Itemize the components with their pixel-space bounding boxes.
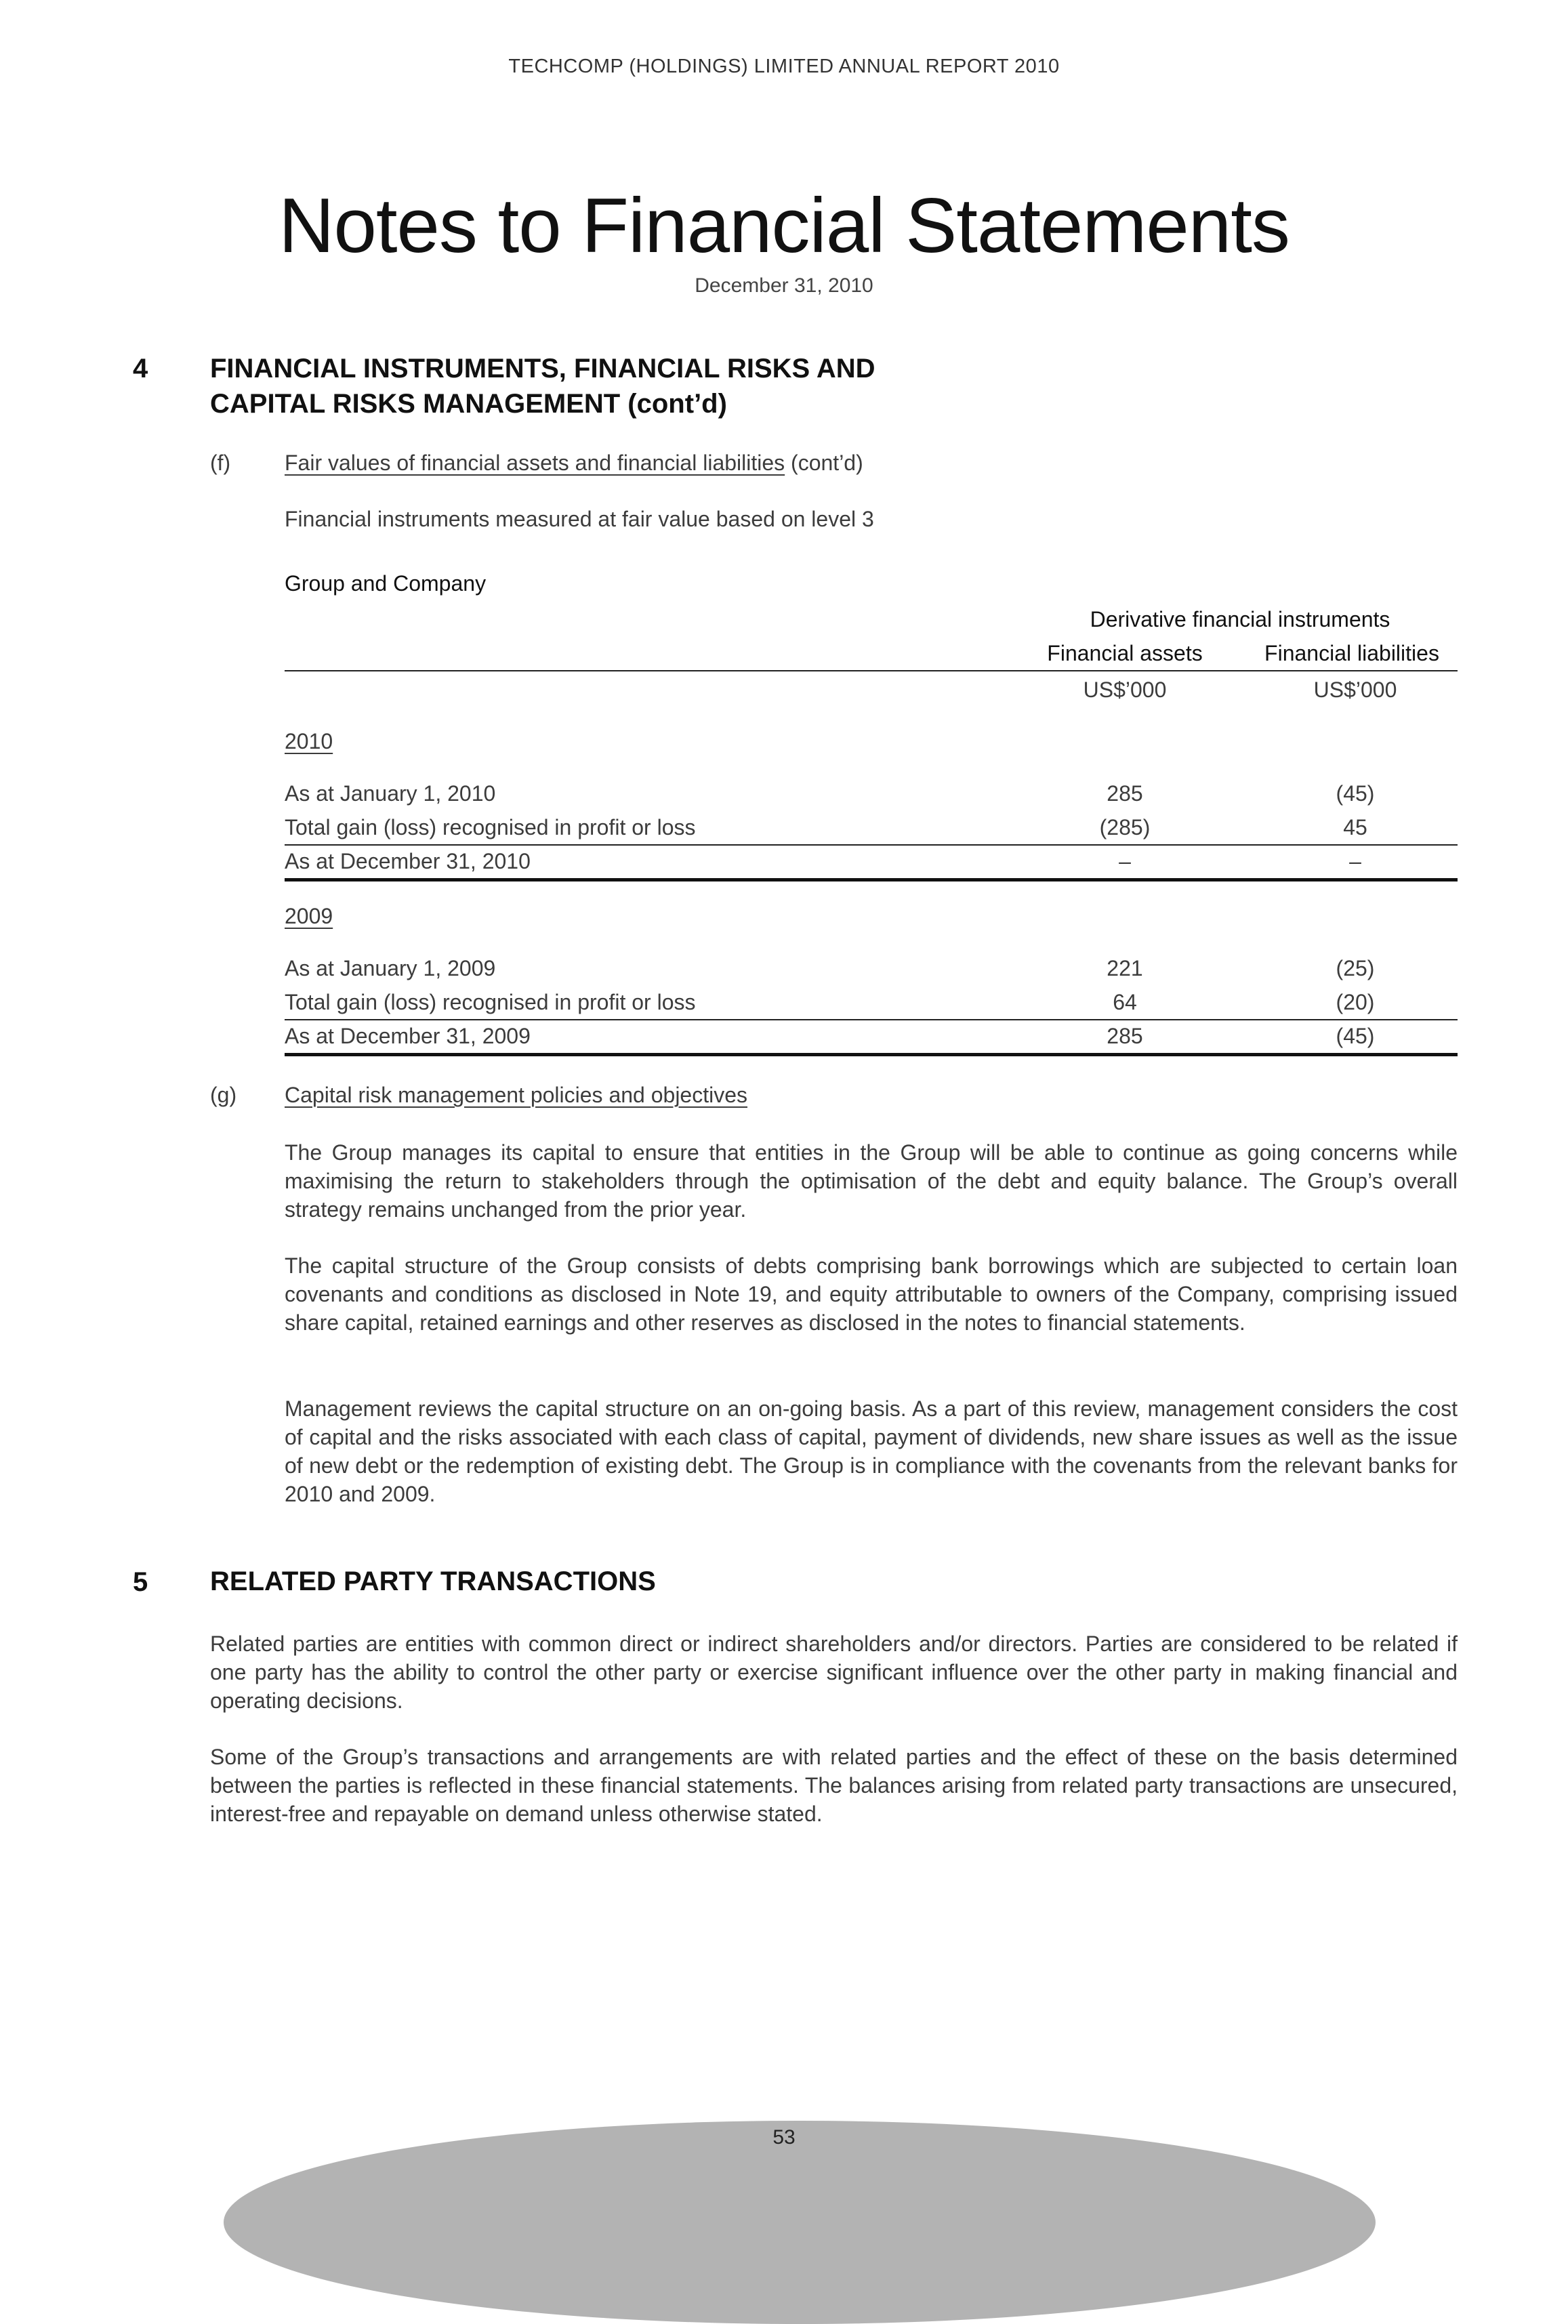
- subsection-g-label: (g): [210, 1083, 237, 1107]
- table-col2-unit: US$’000: [1313, 678, 1397, 702]
- table-cell-assets: 221: [1107, 956, 1143, 980]
- table-cell-assets: 285: [1107, 1024, 1143, 1048]
- table-group-header: Derivative financial instruments: [1090, 607, 1390, 631]
- table-total-rule: [285, 1053, 1458, 1056]
- capital-risk-paragraph-3: Management reviews the capital structure on an on-going basis. As a part of this review, management considers the cost of capital and the risks associated with each class of capital, payment of dividends, new share issues as well as the issue of new debt or the redemption of existing debt. The Group is in compliance with the covenants from the relevant banks for 2010 and 2009.: [285, 1396, 1458, 1506]
- section-5-number: 5: [133, 1567, 148, 1597]
- page-number: 53: [772, 2126, 796, 2149]
- report-header: TECHCOMP (HOLDINGS) LIMITED ANNUAL REPORT 2010: [508, 56, 1060, 77]
- table-row-label: As at January 1, 2009: [285, 956, 496, 980]
- table-row-label: Total gain (loss) recognised in profit or loss: [285, 990, 696, 1014]
- subsection-f-heading-suffix: (cont’d): [785, 451, 863, 475]
- table-row-label: As at January 1, 2010: [285, 781, 496, 806]
- table-row-label: Total gain (loss) recognised in profit or loss: [285, 815, 696, 839]
- table-cell-assets: –: [1119, 849, 1131, 873]
- page-title: Notes to Financial Statements: [278, 183, 1290, 269]
- subsection-f-heading-wrap: [285, 451, 863, 476]
- page-date: December 31, 2010: [695, 274, 873, 297]
- table-cell-liabilities: (45): [1336, 1024, 1375, 1048]
- capital-risk-paragraph-2: The capital structure of the Group consists of debts comprising bank borrowings which are subjected to certain loan covenants and conditions as disclosed in Note 19, and equity attributable to owners of the Company, comprising issued share capital, retained earnings and other reserves as disclosed in the notes to financial statements.: [285, 1253, 1458, 1335]
- table-row-label: As at December 31, 2009: [285, 1024, 531, 1048]
- section-4-title: [210, 351, 875, 421]
- related-party-paragraph-1: Related parties are entities with common direct or indirect shareholders and/or directors. Parties are considered to be related if one party has the ability to control the other party or exercise significant influence over the other party in making financial and operating decisions.: [210, 1632, 1458, 1713]
- table-header-rule: [285, 670, 1458, 671]
- table-total-rule: [285, 878, 1458, 881]
- year-2010-heading: 2010: [285, 729, 333, 753]
- table-row-label: As at December 31, 2010: [285, 849, 531, 873]
- group-company-label: Group and Company: [285, 571, 487, 596]
- subsection-f-intro: Financial instruments measured at fair value based on level 3: [285, 507, 874, 531]
- table-cell-assets: 285: [1107, 781, 1143, 806]
- table-cell-liabilities: –: [1349, 849, 1361, 873]
- table-cell-assets: 64: [1113, 990, 1137, 1014]
- related-party-paragraph-2: Some of the Group’s transactions and arrangements are with related parties and the effect of these on the basis determined between the parties is reflected in these financial statements. The balances arising from related party transactions are unsecured, interest-free and repayable on demand unless otherwise stated.: [210, 1745, 1458, 1826]
- table-col1-unit: US$’000: [1083, 678, 1167, 702]
- subsection-f-heading: Fair values of financial assets and financial liabilities: [285, 451, 785, 475]
- table-cell-liabilities: 45: [1343, 815, 1367, 839]
- subsection-f-label: (f): [210, 451, 231, 475]
- capital-risk-paragraph-1: The Group manages its capital to ensure that entities in the Group will be able to continue as going concerns while maximising the return to stakeholders through the optimisation of the debt and equity balance. The Group’s overall strategy remains unchanged from the prior year.: [285, 1140, 1458, 1222]
- section-5-title: RELATED PARTY TRANSACTIONS: [210, 1566, 656, 1596]
- table-subtotal-rule: [285, 1019, 1458, 1020]
- footer-band: [224, 2121, 1376, 2324]
- subsection-g-heading: Capital risk management policies and objectives: [285, 1083, 748, 1107]
- table-col2-header: Financial liabilities: [1264, 641, 1439, 665]
- section-4-title-line2: CAPITAL RISKS MANAGEMENT (cont’d): [210, 389, 727, 419]
- table-cell-assets: (285): [1099, 815, 1151, 839]
- table-cell-liabilities: (45): [1336, 781, 1375, 806]
- table-col1-header: Financial assets: [1047, 641, 1203, 665]
- year-2009-heading: 2009: [285, 904, 333, 928]
- table-cell-liabilities: (25): [1336, 956, 1375, 980]
- table-cell-liabilities: (20): [1336, 990, 1375, 1014]
- section-4-number: 4: [133, 354, 148, 383]
- table-subtotal-rule: [285, 844, 1458, 846]
- section-4-title-line1: FINANCIAL INSTRUMENTS, FINANCIAL RISKS AND: [210, 354, 875, 383]
